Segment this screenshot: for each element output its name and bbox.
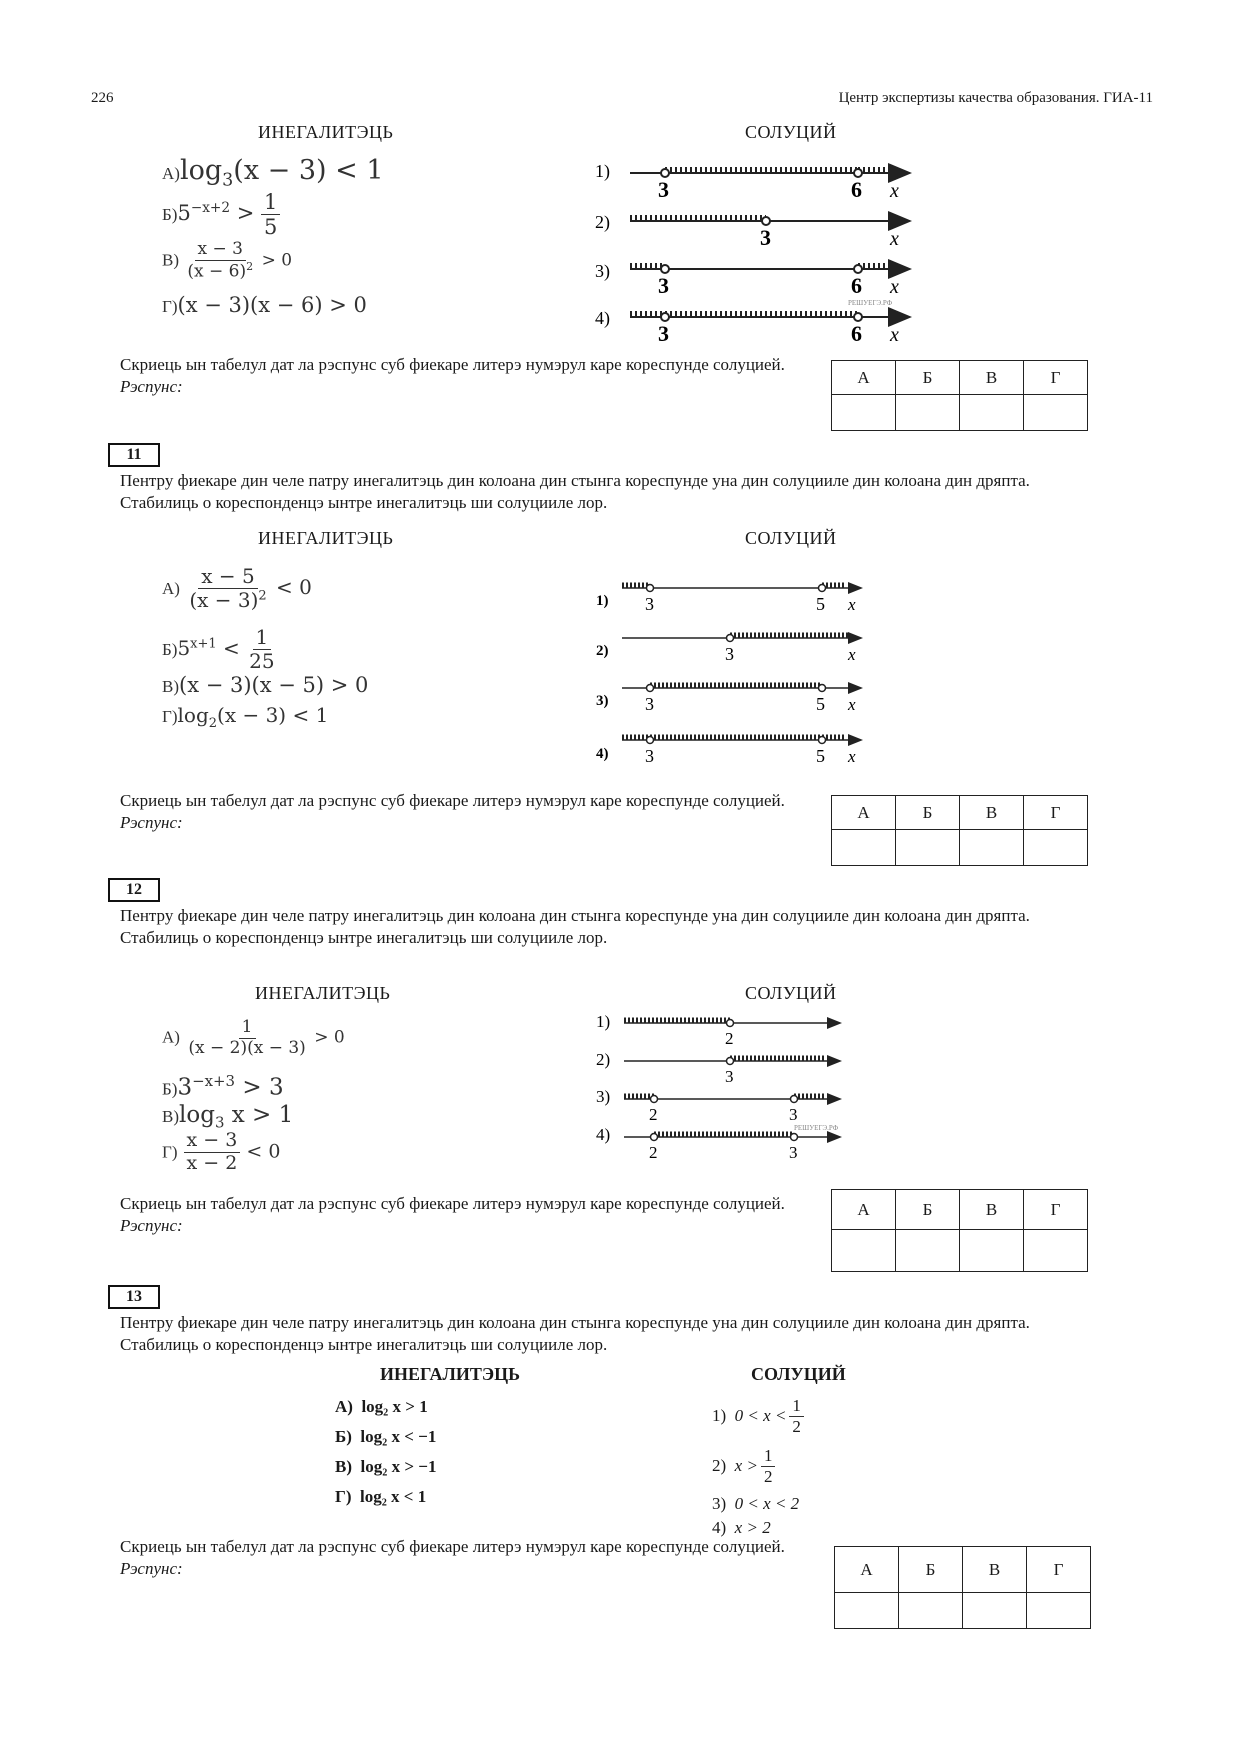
solution-4: 4) x > 2 bbox=[712, 1518, 771, 1537]
inequality-c: В) $\frac{x - 3}{(x - 6)^2}$ > 0 bbox=[162, 239, 293, 282]
svg-text:2: 2 bbox=[649, 1105, 658, 1124]
svg-text:x: x bbox=[890, 324, 899, 345]
svg-text:x: x bbox=[890, 228, 899, 250]
q11-task: Пентру фиекаре дин челе патру инегалитэць дин колоана дин стынга кореспунде уна дин солуцииле дин колоана дин дряпта. Стабилиць о кореспонденцэ ынтре инегалитэць ши солуцииле лор. bbox=[120, 471, 1030, 512]
svg-text:5: 5 bbox=[816, 594, 825, 614]
svg-text:3: 3 bbox=[725, 1067, 734, 1086]
answer-cell-b[interactable] bbox=[896, 830, 960, 866]
question-number: 11 bbox=[108, 443, 160, 467]
number-line-2 bbox=[624, 1058, 839, 1065]
svg-text:3: 3 bbox=[645, 594, 654, 614]
running-header: Центр экспертизы качества образования. ГИА-11 bbox=[838, 90, 1153, 106]
answer-cell-g[interactable] bbox=[1024, 395, 1088, 431]
answer-cell-a[interactable] bbox=[832, 830, 896, 866]
svg-text:3: 3 bbox=[760, 225, 771, 250]
answer-cell-v[interactable] bbox=[963, 1593, 1027, 1629]
svg-text:3: 3 bbox=[789, 1105, 798, 1124]
q13-inequalities-list bbox=[335, 1392, 436, 1512]
q13-solutions-list bbox=[712, 1392, 804, 1540]
inequalities-heading: ИНЕГАЛИТЭЦЬ bbox=[258, 122, 394, 142]
sol-label-4: 4) bbox=[595, 308, 610, 328]
svg-text:3: 3 bbox=[658, 177, 669, 202]
svg-text:2): 2) bbox=[596, 1050, 611, 1069]
answer-cell-v[interactable] bbox=[960, 1230, 1024, 1272]
solutions-heading: СОЛУЦИЙ bbox=[751, 1364, 846, 1384]
q11-answer-table: А Б В Г bbox=[831, 795, 1088, 866]
svg-text:3: 3 bbox=[658, 273, 669, 298]
answer-cell-g[interactable] bbox=[1024, 1230, 1088, 1272]
q13-task: Пентру фиекаре дин челе патру инегалитэць дин колоана дин стынга кореспунде уна дин солуцииле дин колоана дин дряпта. Стабилиць о кореспонденцэ ынтре инегалитэць ши солуцииле лор. bbox=[120, 1313, 1030, 1354]
number-line-1 bbox=[630, 169, 908, 177]
svg-text:3): 3) bbox=[596, 1087, 611, 1106]
solutions-heading: СОЛУЦИЙ bbox=[745, 528, 837, 548]
number-line-1 bbox=[624, 1020, 839, 1027]
answer-cell-a[interactable] bbox=[835, 1593, 899, 1629]
number-line-4 bbox=[630, 313, 908, 321]
q10-answer-table: А Б В Г bbox=[831, 360, 1088, 431]
answer-cell-a[interactable] bbox=[832, 1230, 896, 1272]
solutions-heading: СОЛУЦИЙ bbox=[745, 983, 837, 1003]
svg-text:3: 3 bbox=[645, 694, 654, 714]
number-line-1 bbox=[622, 585, 860, 592]
svg-text:РЕШУЕГЭ.РФ: РЕШУЕГЭ.РФ bbox=[794, 1124, 839, 1132]
svg-text:3): 3) bbox=[596, 693, 609, 709]
svg-text:4): 4) bbox=[596, 1125, 611, 1144]
q10-instructions: Скриець ын табелул дат ла рэспунс суб фиекаре литерэ нумэрул каре кореспунде солуцией. Рэспунс: bbox=[120, 355, 785, 396]
inequality-d: Г)(x − 3)(x − 6) > 0 bbox=[162, 293, 367, 317]
svg-text:x: x bbox=[848, 595, 856, 614]
inequality-a: А) $\frac{x - 5}{(x - 3)^2}$ < 0 bbox=[162, 564, 312, 612]
number-line-4 bbox=[622, 737, 860, 744]
svg-text:3: 3 bbox=[789, 1143, 798, 1162]
q11-solutions-diagram bbox=[590, 570, 880, 770]
svg-text:1): 1) bbox=[596, 1012, 611, 1031]
svg-text:3: 3 bbox=[645, 746, 654, 766]
number-line-2 bbox=[630, 217, 908, 225]
inequality-a: А) log₂ x > 1 bbox=[335, 1397, 428, 1416]
q13-answer-table: А Б В Г bbox=[834, 1546, 1091, 1629]
svg-text:6: 6 bbox=[851, 177, 862, 202]
svg-text:3: 3 bbox=[725, 644, 734, 664]
q12-instructions: Скриець ын табелул дат ла рэспунс суб фиекаре литерэ нумэрул каре кореспунде солуцией. Рэспунс: bbox=[120, 1194, 785, 1235]
svg-text:1): 1) bbox=[596, 593, 609, 609]
number-line-3 bbox=[630, 265, 908, 273]
inequality-a: А) $\frac{1}{(x - 2)(x - 3)}$ > 0 bbox=[162, 1017, 345, 1058]
q11-instructions: Скриець ын табелул дат ла рэспунс суб фиекаре литерэ нумэрул каре кореспунде солуцией. Рэспунс: bbox=[120, 791, 785, 832]
inequality-b: $Б)5^{x+1}$ < $\frac{1}{25}$ bbox=[162, 625, 275, 673]
q12-answer-table: А Б В Г bbox=[831, 1189, 1088, 1272]
svg-text:x: x bbox=[848, 747, 856, 766]
svg-text:5: 5 bbox=[816, 694, 825, 714]
watermark: РЕШУЕГЭ.РФ bbox=[848, 299, 893, 307]
svg-text:x: x bbox=[890, 180, 899, 202]
solution-3: 3) 0 < x < 2 bbox=[712, 1494, 800, 1513]
answer-cell-v[interactable] bbox=[960, 395, 1024, 431]
svg-text:x: x bbox=[848, 645, 856, 664]
svg-text:6: 6 bbox=[851, 273, 862, 298]
svg-text:x: x bbox=[848, 695, 856, 714]
answer-cell-v[interactable] bbox=[960, 830, 1024, 866]
sol-label-3: 3) bbox=[595, 261, 610, 281]
number-line-3 bbox=[624, 1096, 839, 1103]
answer-cell-b[interactable] bbox=[896, 395, 960, 431]
question-number: 12 bbox=[108, 878, 160, 902]
svg-text:4): 4) bbox=[596, 746, 609, 762]
inequality-c: В)(x − 3)(x − 5) > 0 bbox=[162, 673, 369, 697]
inequality-b: $Б)5^{-x+2}$ > $\frac{1}{5}$ bbox=[162, 190, 280, 239]
inequalities-heading: ИНЕГАЛИТЭЦЬ bbox=[258, 528, 394, 548]
inequality-d: $Г)\log_2(x - 3) < 1$ bbox=[162, 703, 329, 731]
inequality-c: $В)\log_3$ x > 1 bbox=[162, 1102, 294, 1132]
svg-text:2: 2 bbox=[649, 1143, 658, 1162]
answer-cell-b[interactable] bbox=[899, 1593, 963, 1629]
q12-task: Пентру фиекаре дин челе патру инегалитэць дин колоана дин стынга кореспунде уна дин солуцииле дин колоана дин дряпта. Стабилиць о кореспонденцэ ынтре инегалитэць ши солуцииле лор. bbox=[120, 906, 1030, 947]
svg-text:2): 2) bbox=[596, 643, 609, 659]
number-line-2 bbox=[622, 635, 860, 642]
solution-1: 1) 0 < x < $\frac{1}{2}$ bbox=[712, 1392, 804, 1440]
svg-text:x: x bbox=[890, 276, 899, 298]
number-line-4 bbox=[624, 1134, 839, 1141]
inequality-c: В) log₂ x > −1 bbox=[335, 1457, 437, 1476]
q12-solutions-diagram bbox=[594, 1010, 854, 1170]
solution-2: 2) x > $\frac{1}{2}$ bbox=[712, 1440, 804, 1492]
svg-text:5: 5 bbox=[816, 746, 825, 766]
page-number: 226 bbox=[91, 90, 114, 106]
question-number: 13 bbox=[108, 1285, 160, 1309]
answer-cell-a[interactable] bbox=[832, 395, 896, 431]
sol-label-2: 2) bbox=[595, 212, 610, 232]
inequality-a: $А)\log_3(x - 3) < 1$ bbox=[162, 155, 384, 191]
q13-instructions: Скриець ын табелул дат ла рэспунс суб фиекаре литерэ нумэрул каре кореспунде солуцией. Рэспунс: bbox=[120, 1537, 785, 1578]
svg-text:3: 3 bbox=[658, 321, 669, 345]
number-line-3 bbox=[622, 685, 860, 692]
sol-label-1: 1) bbox=[595, 161, 610, 181]
svg-text:6: 6 bbox=[851, 321, 862, 345]
solutions-heading: СОЛУЦИЙ bbox=[745, 122, 837, 142]
answer-cell-g[interactable] bbox=[1027, 1593, 1091, 1629]
inequality-b: Б) log₂ x < −1 bbox=[335, 1427, 437, 1446]
inequality-b: $Б)3^{-x+3} > 3$ bbox=[162, 1072, 284, 1101]
inequalities-heading: ИНЕГАЛИТЭЦЬ bbox=[255, 983, 391, 1003]
svg-text:2: 2 bbox=[725, 1029, 734, 1048]
inequality-d: Г) $\frac{x - 3}{x - 2}$ < 0 bbox=[162, 1129, 281, 1174]
answer-cell-b[interactable] bbox=[896, 1230, 960, 1272]
q10-solutions-diagram bbox=[590, 155, 920, 345]
inequality-d: Г) log₂ x < 1 bbox=[335, 1487, 427, 1506]
answer-cell-g[interactable] bbox=[1024, 830, 1088, 866]
inequalities-heading: ИНЕГАЛИТЭЦЬ bbox=[380, 1364, 521, 1384]
